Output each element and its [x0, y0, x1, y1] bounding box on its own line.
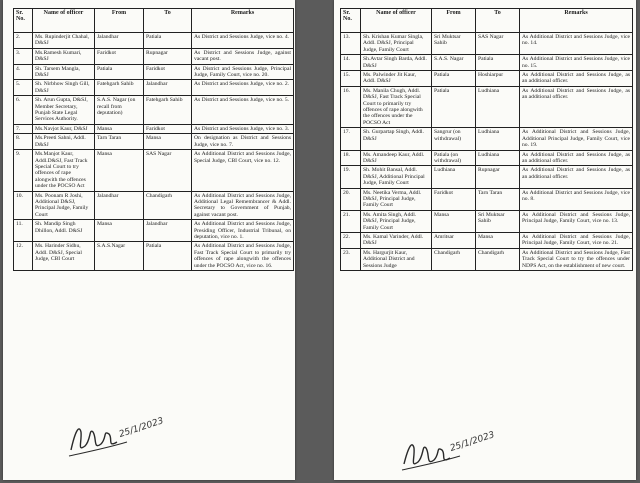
cell-to: Chandigarh	[144, 191, 192, 220]
cell-sr: 17.	[341, 128, 361, 150]
cell-remarks: As Additional District and Sessions Judge, Principal Judge, Family Court, vice no. 21.	[520, 232, 633, 248]
table-row	[14, 124, 294, 133]
cell-remarks: As District and Sessions Judge, vice no. 4.	[192, 33, 294, 49]
table-row	[341, 128, 633, 150]
table-row	[341, 71, 633, 87]
cell-officer-name: Sh. Gurpartap Singh, Addl. D&SJ	[361, 128, 432, 150]
table-row	[341, 166, 633, 188]
cell-officer-name: Ms. Palwinder Jit Kaur, Addl. D&SJ	[361, 71, 432, 87]
header-name: Name of officer	[361, 9, 432, 33]
cell-sr: 15.	[341, 71, 361, 87]
transfer-table-left	[13, 8, 294, 271]
cell-from: Mansa	[95, 150, 144, 191]
cell-to: Ludhiana	[476, 128, 520, 150]
cell-sr: 16.	[341, 86, 361, 127]
cell-remarks: As District and Sessions Judge, vice no. 5.	[192, 96, 294, 125]
cell-from: Patiala	[95, 64, 144, 80]
cell-remarks: As Additional District and Sessions Judge, Fast Track Special Court to try the offences under NDPS Act, on the establishment of new court.	[520, 248, 633, 270]
table-row	[14, 150, 294, 191]
cell-remarks: As Additional District and Sessions Judge, Additional Principal Judge, Family Court, vice no. 19.	[520, 128, 633, 150]
cell-from: Mansa	[432, 210, 476, 232]
cell-sr: 2.	[14, 33, 33, 49]
cell-remarks: As Additional District and Sessions Judge, Fast Track Special Court to primarily try offences of rape alongwith the offences under the POCSO Act, vice no. 16.	[192, 242, 294, 271]
cell-remarks: As Additional District and Sessions Judge, Principal Judge, Family Court, vice no. 13.	[520, 210, 633, 232]
cell-remarks: As Additional District and Sessions Judge, vice no. 14.	[520, 33, 633, 55]
cell-sr: 3.	[14, 48, 33, 64]
table-row	[341, 188, 633, 210]
cell-officer-name: Sh.Avtar Singh Barda, Addl. D&SJ	[361, 55, 432, 71]
cell-to: Faridkot	[144, 64, 192, 80]
cell-sr: 10.	[14, 191, 33, 220]
cell-from: Mansa	[95, 124, 144, 133]
cell-remarks: As Additional District and Sessions Judge, vice no. 15.	[520, 55, 633, 71]
cell-from: Patiala (on withdrawal)	[432, 150, 476, 166]
cell-officer-name: Ms.Ramesh Kumari, D&SJ	[33, 48, 95, 64]
table-row	[14, 96, 294, 125]
cell-sr: 12.	[14, 242, 33, 271]
cell-from: Jalandhar	[95, 33, 144, 49]
table-row	[341, 248, 633, 270]
cell-from: Sangrur (on withdrawal)	[432, 128, 476, 150]
cell-remarks: As Additional District and Sessions Judge, as an additional officer.	[520, 166, 633, 188]
cell-to: Jalandhar	[144, 80, 192, 96]
cell-remarks: As Additional District and Sessions Judge, Additional Legal Remembrancer & Addl. Secretary to Government of Punjab, against vacant post.	[192, 191, 294, 220]
cell-from: Faridkot	[432, 188, 476, 210]
cell-from: Amritsar	[432, 232, 476, 248]
cell-to: Jalandhar	[144, 220, 192, 242]
table-header-row	[341, 9, 633, 33]
cell-to: Rupnagar	[144, 48, 192, 64]
header-to: To	[144, 9, 192, 33]
cell-sr: 5.	[14, 80, 33, 96]
cell-remarks: On designation as District and Sessions Judge, vice no. 7.	[192, 134, 294, 150]
cell-remarks: As District and Sessions Judge, vice no. 3.	[192, 124, 294, 133]
cell-sr: 9.	[14, 150, 33, 191]
cell-officer-name: Sh. Arun Gupta, D&SJ, Member Secretary, Punjab State Legal Services Authority.	[33, 96, 95, 125]
cell-remarks: As Additional District and Sessions Judge, Presiding Officer, Industrial Tribunal, on deputation, vice no. 1.	[192, 220, 294, 242]
cell-from: Faridkot	[95, 48, 144, 64]
cell-officer-name: Ms. Harinder Sidhu, Addl. D&SJ, Special Judge, CBI Court	[33, 242, 95, 271]
header-sr: Sr. No.	[341, 9, 361, 33]
cell-from: Patiala	[432, 71, 476, 87]
cell-officer-name: Sh. Krishan Kumar Singla, Addl. D&SJ, Principal Judge, Family Court	[361, 33, 432, 55]
cell-to: Sri Muktsar Sahib	[476, 210, 520, 232]
table-row	[341, 33, 633, 55]
transfer-table-right	[340, 8, 633, 271]
table-body-right	[341, 33, 633, 271]
cell-from: Ludhiana	[432, 166, 476, 188]
cell-officer-name: Ms. Manila Chugh, Addl. D&SJ, Fast Track Special Court to primarily try offences of rape alongwith the offences under the POCSO Act	[361, 86, 432, 127]
cell-to: Patiala	[144, 33, 192, 49]
cell-to: SAS Nagar	[476, 33, 520, 55]
cell-remarks: As Additional District and Sessions Judge, Special Judge, CBI Court, vice no. 12.	[192, 150, 294, 191]
cell-from: Mansa	[95, 220, 144, 242]
cell-from: Patiala	[432, 86, 476, 127]
table-row	[14, 64, 294, 80]
cell-sr: 19.	[341, 166, 361, 188]
cell-from: Chandigarh	[432, 248, 476, 270]
header-from: From	[432, 9, 476, 33]
cell-sr: 8.	[14, 134, 33, 150]
table-row	[14, 33, 294, 49]
table-row	[14, 134, 294, 150]
cell-officer-name: Ms.Manjot Kaur, Addl.D&SJ, Fast Track Special Court to try offences of rape alongwith the offences under the POCSO Act	[33, 150, 95, 191]
cell-officer-name: Ms. Amandeep Kaur, Addl. D&SJ	[361, 150, 432, 166]
table-row	[341, 232, 633, 248]
cell-remarks: As Additional District and Sessions Judge, as an additional officer.	[520, 71, 633, 87]
cell-from: Jalandhar	[95, 191, 144, 220]
cell-officer-name: Sh. Nirbhow Singh Gill, D&SJ	[33, 80, 95, 96]
cell-remarks: As Additional District and Sessions Judge, as an additional officer.	[520, 150, 633, 166]
cell-from: S.A.S.Nagar	[95, 242, 144, 271]
cell-to: Faridkot	[144, 124, 192, 133]
cell-remarks: As Additional District and Sessions Judge, vice no. 8.	[520, 188, 633, 210]
left-page	[3, 0, 295, 480]
cell-sr: 21.	[341, 210, 361, 232]
cell-from: Tarn Taran	[95, 134, 144, 150]
cell-sr: 7.	[14, 124, 33, 133]
cell-remarks: As District and Sessions Judge, Principal Judge, Family Court, vice no. 20.	[192, 64, 294, 80]
cell-sr: 6.	[14, 96, 33, 125]
cell-officer-name: Sh. Tarsem Mangla, D&SJ	[33, 64, 95, 80]
cell-officer-name: Ms. Kamal Varinder, Addl. D&SJ	[361, 232, 432, 248]
cell-to: Patiala	[476, 55, 520, 71]
header-from: From	[95, 9, 144, 33]
cell-to: Rupnagar	[476, 166, 520, 188]
header-remarks: Remarks	[192, 9, 294, 33]
cell-to: Hoshiarpur	[476, 71, 520, 87]
table-row	[14, 80, 294, 96]
table-row	[14, 191, 294, 220]
signature-date-left: 25/1/2023	[117, 416, 165, 440]
cell-sr: 13.	[341, 33, 361, 55]
cell-from: S.A.S. Nagar	[432, 55, 476, 71]
cell-sr: 22.	[341, 232, 361, 248]
header-to: To	[476, 9, 520, 33]
cell-sr: 20.	[341, 188, 361, 210]
cell-to: Chandigarh	[476, 248, 520, 270]
cell-officer-name: Sh. Mandip Singh Dhillon, Addl. D&SJ	[33, 220, 95, 242]
cell-from: S.A.S. Nagar (on recall from deputation)	[95, 96, 144, 125]
cell-to: SAS Nagar	[144, 150, 192, 191]
cell-to: Ludhiana	[476, 86, 520, 127]
signature-date-right: 25/1/2023	[448, 430, 496, 454]
cell-sr: 11.	[14, 220, 33, 242]
cell-sr: 18.	[341, 150, 361, 166]
cell-officer-name: Ms. Amita Singh, Addl. D&SJ, Principal Judge, Family Court	[361, 210, 432, 232]
cell-to: Fatehgarh Sahib	[144, 96, 192, 125]
cell-to: Ludhiana	[476, 150, 520, 166]
cell-officer-name: Ms. Neetika Verma, Addl. D&SJ, Principal Judge, Family Court	[361, 188, 432, 210]
cell-officer-name: Ms. Rupinderjit Chahal, D&SJ	[33, 33, 95, 49]
cell-sr: 23.	[341, 248, 361, 270]
table-header-row	[14, 9, 294, 33]
cell-officer-name: Ms.Navjot Kaur, D&SJ	[33, 124, 95, 133]
right-page	[334, 0, 636, 480]
cell-from: Sri Muktsar Sahib	[432, 33, 476, 55]
cell-remarks: As Additional District and Sessions Judge, as an additional officer.	[520, 86, 633, 127]
cell-remarks: As District and Sessions Judge, against vacant post.	[192, 48, 294, 64]
table-row	[341, 210, 633, 232]
table-row	[14, 242, 294, 271]
cell-officer-name: Ms.Preeti Sahni, Addl. D&SJ	[33, 134, 95, 150]
table-row	[14, 48, 294, 64]
table-row	[341, 150, 633, 166]
cell-officer-name: Ms. Hargurjit Kaur, Additional District and Sessions Judge	[361, 248, 432, 270]
cell-from: Fatehgarh Sahib	[95, 80, 144, 96]
table-body-left	[14, 33, 294, 271]
cell-to: Patiala	[144, 242, 192, 271]
table-row	[341, 55, 633, 71]
cell-officer-name: Sh. Mohit Bansal, Addl. D&SJ, Additional Principal Judge, Family Court	[361, 166, 432, 188]
cell-to: Mansa	[476, 232, 520, 248]
header-remarks: Remarks	[520, 9, 633, 33]
cell-sr: 4.	[14, 64, 33, 80]
cell-sr: 14.	[341, 55, 361, 71]
table-row	[341, 86, 633, 127]
table-row	[14, 220, 294, 242]
cell-remarks: As District and Sessions Judge, vice no. 2.	[192, 80, 294, 96]
cell-to: Tarn Taran	[476, 188, 520, 210]
cell-officer-name: Ms. Poonam R Joshi, Additional D&SJ, Principal Judge, Family Court	[33, 191, 95, 220]
header-sr: Sr. No.	[14, 9, 33, 33]
cell-to: Mansa	[144, 134, 192, 150]
header-name: Name of officer	[33, 9, 95, 33]
